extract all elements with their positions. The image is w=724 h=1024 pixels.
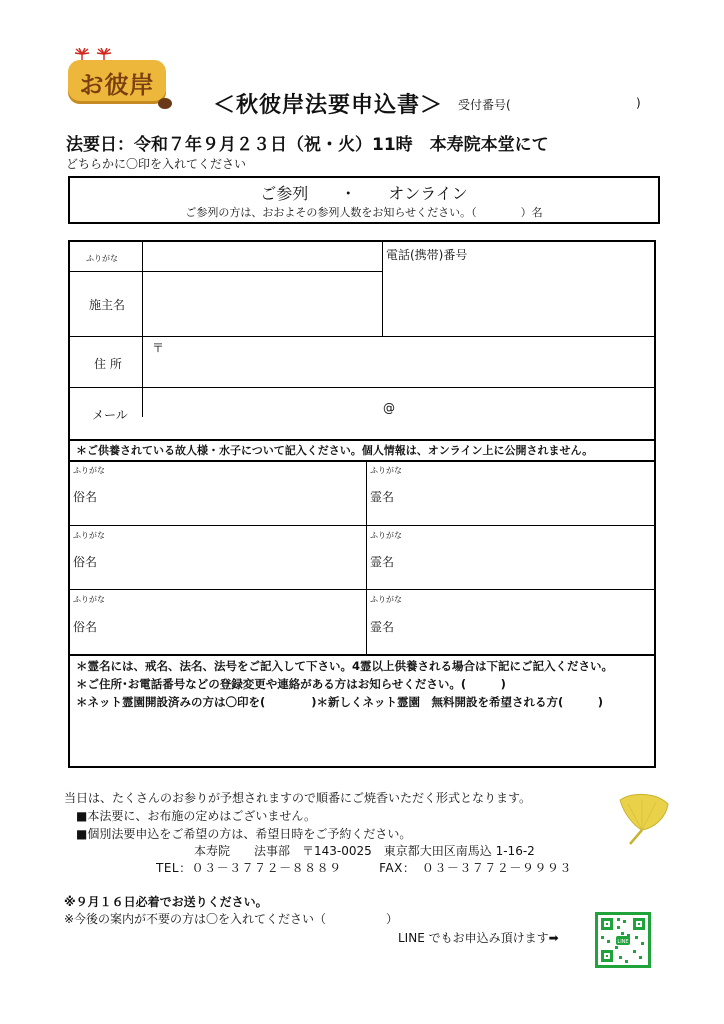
- email-field[interactable]: [144, 389, 654, 438]
- footer-line: ■本法要に、お布施の定めはございません。: [64, 809, 317, 823]
- spirit-name-label: 霊名: [370, 620, 395, 634]
- deceased-divider: [366, 462, 367, 654]
- attendance-box: [68, 176, 660, 224]
- optout-note: ※今後の案内が不要の方は〇を入れてください（ ）: [64, 912, 399, 926]
- line-apply-text[interactable]: LINE でもお申込み頂けます➡: [398, 931, 559, 945]
- furigana-field[interactable]: [144, 243, 380, 270]
- furigana-label: ふりがな: [73, 531, 105, 540]
- form-notes: [76, 657, 613, 711]
- phone-divider: [382, 242, 383, 336]
- secular-name-label: 俗名: [73, 555, 98, 569]
- applicant-name-field[interactable]: [144, 273, 380, 335]
- at-mark: @: [383, 401, 395, 415]
- note-net-cemetery: ＊ネット霊園開設済みの方は〇印を( )＊新しくネット霊園 無料開設を希望される方( ): [76, 695, 604, 709]
- furigana-label: ふりがな: [73, 466, 105, 475]
- spirit-name-label: 霊名: [370, 490, 395, 504]
- chestnut-icon: [158, 98, 172, 109]
- ginkgo-leaf-icon: [612, 790, 672, 850]
- address-field[interactable]: [144, 338, 654, 386]
- svg-text:LINE: LINE: [617, 939, 629, 945]
- phone-label: 電話(携帯)番号: [386, 248, 468, 262]
- temple-address: 本寿院 法事部 〒143-0025 東京都大田区南馬込 1-16-2: [194, 844, 535, 858]
- spirit-name-label: 霊名: [370, 555, 395, 569]
- tel-fax: TEL：０３－３７７２－８８８９ FAX： ０３－３７７２－９９９３: [156, 861, 572, 875]
- furigana-label: ふりがな: [370, 531, 402, 540]
- row-divider: [70, 336, 654, 337]
- higan-logo: [66, 48, 176, 118]
- secular-name-label: 俗名: [73, 620, 98, 634]
- postal-mark: 〒: [152, 341, 165, 355]
- furigana-label: ふりがな: [86, 254, 118, 263]
- attendance-options[interactable]: ご参列 ・ オンライン: [260, 184, 468, 203]
- column-divider: [142, 242, 143, 417]
- logo-text: お彼岸: [68, 60, 166, 104]
- applicant-name-label: 施主名: [89, 298, 126, 312]
- circle-instruction: どちらかに〇印を入れてください: [66, 157, 247, 171]
- furigana-label: ふりがな: [370, 595, 402, 604]
- footer-line: 当日は、たくさんのお参りが予想されますので順番にご焼香いただく形式となります。: [64, 791, 532, 805]
- row-divider: [70, 387, 654, 388]
- row-divider: [70, 525, 654, 526]
- phone-field[interactable]: [384, 264, 654, 335]
- footer-line: ■個別法要申込をご希望の方は、希望日時をご予約ください。: [64, 827, 412, 841]
- note-spirit-names: ＊霊名には、戒名、法名、法号をご記入して下さい。4霊以上供養される場合は下記にご記入ください。: [76, 659, 613, 673]
- deadline-note: ※９月１６日必着でお送りください。: [64, 895, 268, 909]
- form-title: ＜秋彼岸法要申込書＞: [213, 93, 444, 118]
- privacy-notice: ＊ご供養されている故人様・水子について記入ください。個人情報は、オンライン上に公開されません。: [76, 444, 594, 457]
- application-form: [68, 240, 656, 768]
- row-divider: [70, 439, 654, 441]
- line-qr-code[interactable]: [595, 912, 651, 968]
- reception-number-label: 受付番号(: [458, 98, 511, 112]
- attendance-count-note: ご参列の方は、おおよその参列人数をお知らせください。（ ）名: [185, 206, 543, 219]
- row-divider: [70, 460, 654, 462]
- furigana-label: ふりがな: [370, 466, 402, 475]
- email-label: メール: [92, 408, 128, 422]
- row-divider: [70, 654, 654, 656]
- footer-info: [64, 789, 531, 843]
- row-divider: [70, 589, 654, 590]
- ceremony-date: 法要日：令和７年９月２３日（祝・火）11時 本寿院本堂にて: [66, 135, 549, 155]
- furigana-label: ふりがな: [73, 595, 105, 604]
- note-contact-change: ＊ご住所･お電話番号などの登録変更や連絡がある方はお知らせください。( ): [76, 677, 506, 691]
- secular-name-label: 俗名: [73, 490, 98, 504]
- furigana-divider: [70, 271, 382, 272]
- reception-number-close: ): [636, 96, 641, 110]
- address-label: 住 所: [94, 357, 122, 371]
